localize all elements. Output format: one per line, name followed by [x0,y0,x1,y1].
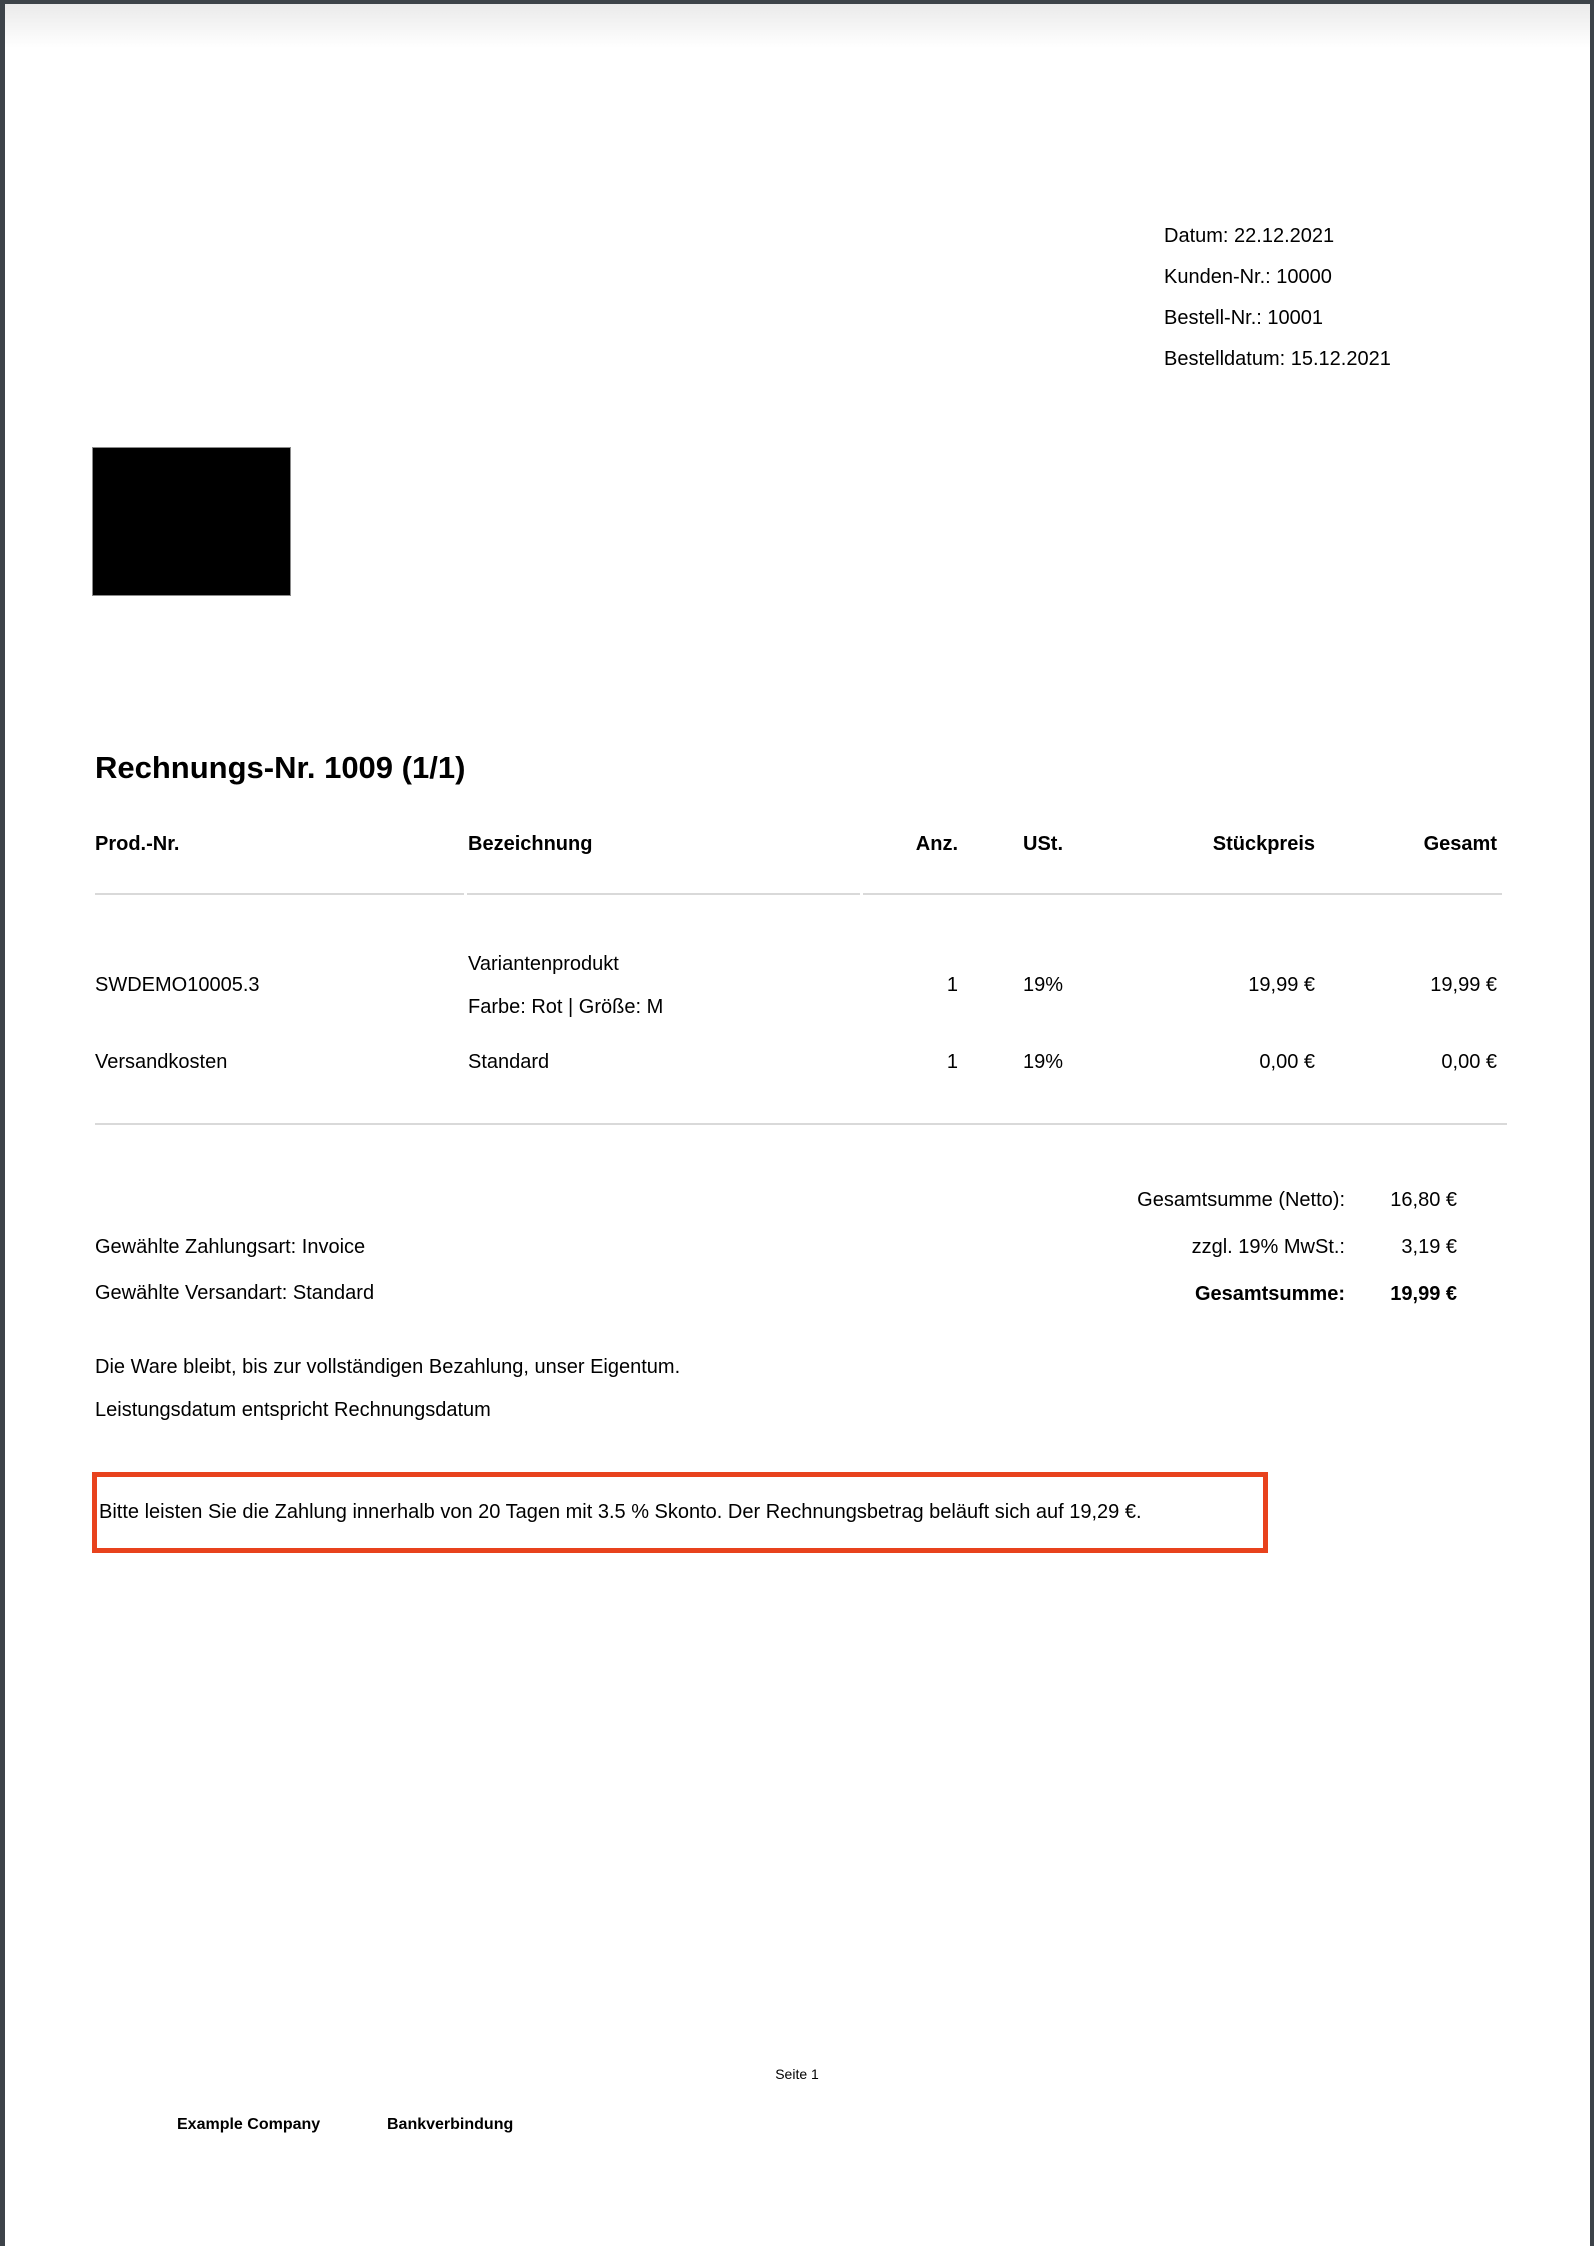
cell-unit-price: 0,00 € [1259,1051,1315,1073]
cell-unit-price: 19,99 € [1248,974,1315,996]
payment-terms-text: Bitte leisten Sie die Zahlung innerhalb von 20 Tagen mit 3.5 % Skonto. Der Rechnungsbetrag beläuft sich auf 19,29 €. [99,1501,1142,1523]
net-total-label: Gesamtsumme (Netto): [1137,1189,1345,1211]
cell-vat: 19% [1022,974,1063,996]
column-header-stueckpreis: Stückpreis [1212,833,1315,855]
page-frame-top [0,0,1594,4]
footer-company-label: Example Company [177,2116,321,2133]
cell-total: 19,99 € [1430,974,1497,996]
shipping-method-line: Gewählte Versandart: Standard [95,1282,375,1304]
header-rule-segment [95,893,464,895]
cell-quantity: 1 [946,1051,958,1073]
page-number: Seite 1 [775,2066,819,2082]
table-bottom-rule [95,1123,1507,1125]
column-header-ust: USt. [1023,833,1063,855]
footer-bank-label: Bankverbindung [387,2116,514,2133]
column-header-anz: Anz. [915,833,958,855]
page-frame-right [1590,0,1594,2246]
cell-total: 0,00 € [1441,1051,1497,1073]
gross-total-label: Gesamtsumme: [1194,1283,1345,1305]
cell-prod-nr: SWDEMO10005.3 [95,974,260,996]
order-date-line: Bestelldatum: 15.12.2021 [1164,348,1391,370]
order-meta-block [1164,216,1391,380]
page-top-shadow [5,4,1590,48]
invoice-title: Rechnungs-Nr. 1009 (1/1) [95,750,466,785]
company-logo [92,447,291,596]
ownership-note: Die Ware bleibt, bis zur vollständigen Bezahlung, unser Eigentum. [95,1356,681,1378]
vat-label: zzgl. 19% MwSt.: [1191,1236,1345,1258]
column-header-prod-nr: Prod.-Nr. [95,833,180,855]
header-rule-segment [863,893,1502,895]
column-header-gesamt: Gesamt [1423,833,1497,855]
invoice-date-line: Datum: 22.12.2021 [1164,225,1335,247]
order-number-line: Bestell-Nr.: 10001 [1164,307,1323,329]
cell-prod-nr: Versandkosten [95,1051,228,1073]
cell-vat: 19% [1022,1051,1063,1073]
cell-product-variant: Farbe: Rot | Größe: M [468,996,664,1018]
gross-total-value: 19,99 € [1390,1283,1457,1305]
cell-product-name: Variantenprodukt [468,953,619,975]
customer-number-line: Kunden-Nr.: 10000 [1164,266,1332,288]
payment-terms-highlight-box [92,1472,1268,1553]
page-frame-left [0,0,5,2246]
cell-product-name: Standard [468,1051,550,1073]
service-date-note: Leistungsdatum entspricht Rechnungsdatum [95,1399,491,1421]
column-header-bezeichnung: Bezeichnung [468,833,593,855]
net-total-value: 16,80 € [1390,1189,1457,1211]
cell-quantity: 1 [946,974,958,996]
header-rule-segment [467,893,860,895]
payment-method-line: Gewählte Zahlungsart: Invoice [95,1236,366,1258]
vat-value: 3,19 € [1401,1236,1457,1258]
